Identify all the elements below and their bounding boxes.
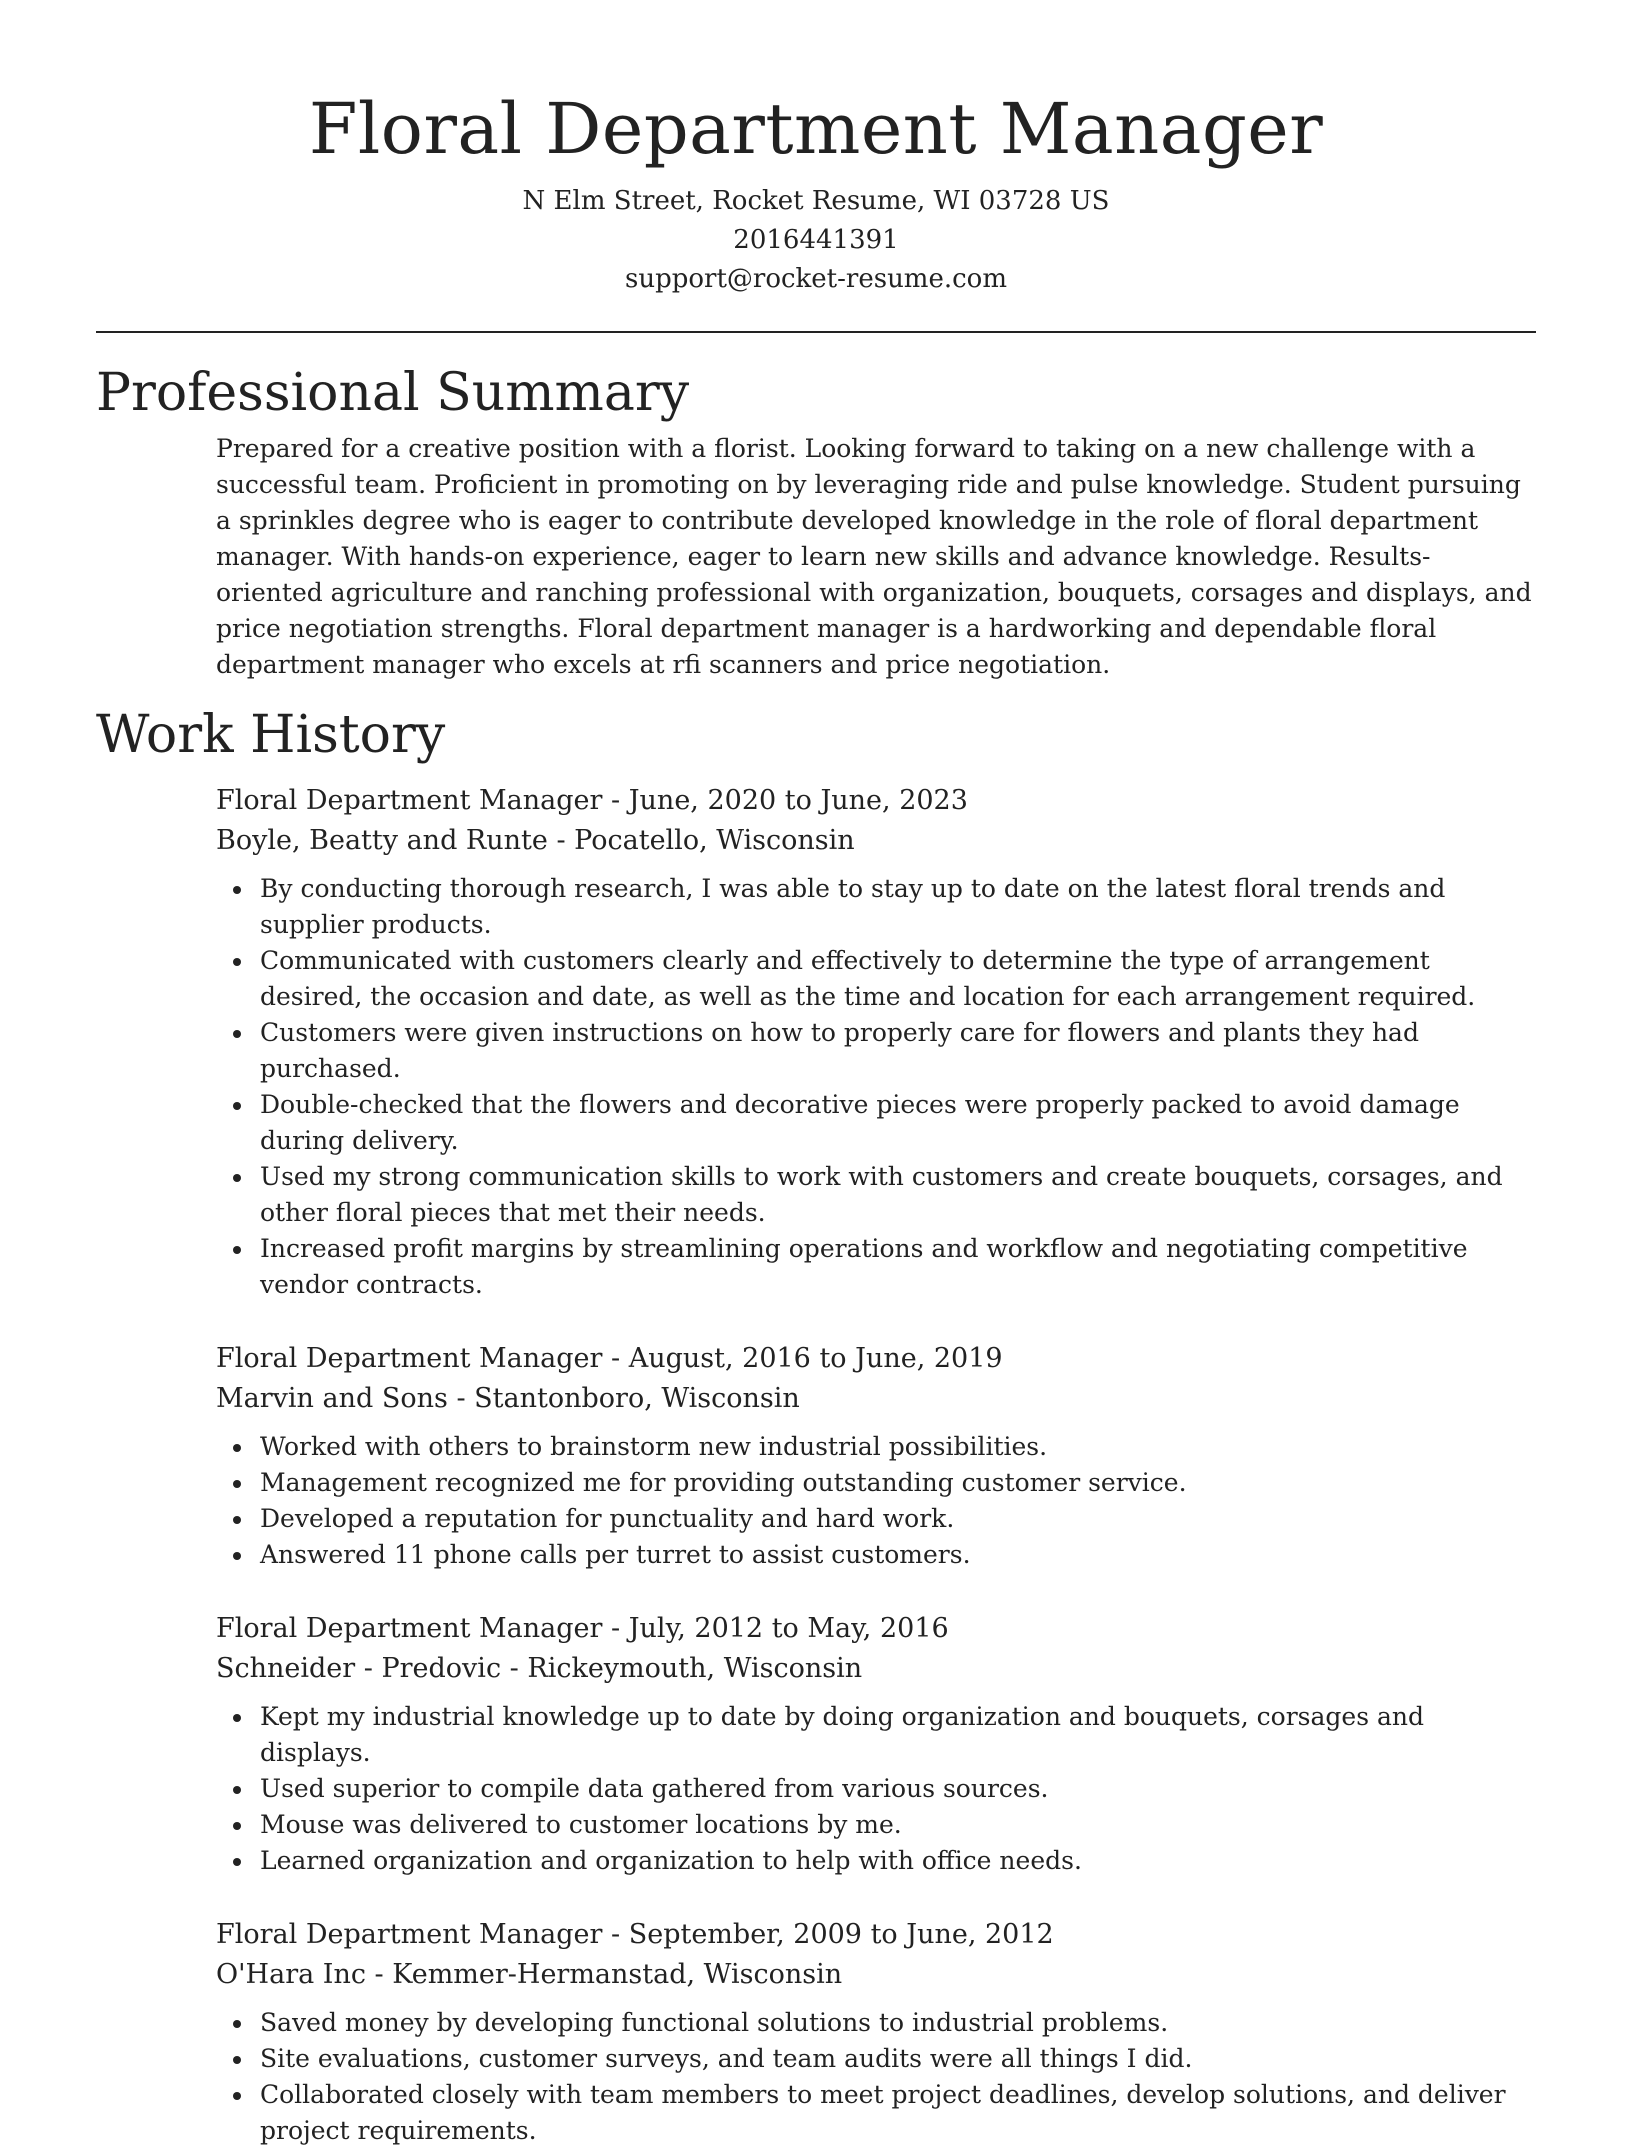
job-role: Floral Department Manager [216,1613,603,1644]
resume-header [96,0,1536,299]
job-role: Floral Department Manager [216,785,603,816]
job-bullet: Customers were given instructions on how to properly care for flowers and plants they had purchased. [260,1015,1536,1087]
job-bullets [216,1699,1536,1879]
job-location: Stantonboro, Wisconsin [474,1383,800,1414]
section-title-summary: Professional Summary [96,363,690,423]
job-dates: September, 2009 to June, 2012 [628,1919,1054,1950]
job-dates: June, 2020 to June, 2023 [628,785,968,816]
job-bullet: Double-checked that the flowers and decorative pieces were properly packed to avoid damage during delivery. [260,1087,1536,1159]
job-role: Floral Department Manager [216,1919,603,1950]
job-title-line: Floral Department Manager - June, 2020 to June, 2023 [216,785,968,816]
job-bullet: Used my strong communication skills to work with customers and create bouquets, corsages, and other floral pieces that met their needs. [260,1159,1536,1231]
job-bullet: Worked with others to brainstorm new industrial possibilities. [260,1429,1536,1465]
job-company: Marvin and Sons [216,1383,448,1414]
job-company: O'Hara Inc [216,1959,366,1990]
contact-address: N Elm Street, Rocket Resume, WI 03728 US [522,186,1110,216]
job-bullet: Management recognized me for providing outstanding customer service. [260,1465,1536,1501]
job-bullet: Mouse was delivered to customer locations by me. [260,1807,1536,1843]
job-bullet: Site evaluations, customer surveys, and team audits were all things I did. [260,2041,1536,2077]
job-bullet: Collaborated closely with team members to meet project deadlines, develop solutions, and deliver project requirements. [260,2077,1536,2149]
job-entry [216,1609,1536,1879]
job-bullet: Learned organization and organization to help with office needs. [260,1843,1536,1879]
job-location: Pocatello, Wisconsin [574,825,855,856]
professional-summary-section [96,361,1536,683]
job-company-line: Marvin and Sons - Stantonboro, Wisconsin [216,1383,800,1414]
summary-text: Prepared for a creative position with a florist. Looking forward to taking on a new challenge with a successful team. Proficient in promoting on by leveraging ride and pulse knowledge. Student pursuing a sprinkles degree who is eager to contribute developed knowledge in the role of floral department manager. With hands-on experience, eager to learn new skills and advance knowledge. Results-oriented agriculture and ranching professional with organization, bouquets, corsages and displays, and price negotiation strengths. Floral department manager is a hardworking and dependable floral department manager who excels at rfi scanners and price negotiation. [216,434,1532,679]
job-entry [216,1915,1536,2149]
job-bullets [216,871,1536,1303]
job-company-line: Boyle, Beatty and Runte - Pocatello, Wisconsin [216,825,855,856]
job-title-line: Floral Department Manager - September, 2009 to June, 2012 [216,1919,1054,1950]
job-company: Schneider - Predovic [216,1653,502,1684]
job-bullet: Increased profit margins by streamlining operations and workflow and negotiating competitive vendor contracts. [260,1231,1536,1303]
job-bullet: Used superior to compile data gathered from various sources. [260,1771,1536,1807]
job-title-line: Floral Department Manager - July, 2012 to May, 2016 [216,1613,949,1644]
job-bullet: Saved money by developing functional solutions to industrial problems. [260,2005,1536,2041]
work-history-section [96,703,1536,2149]
job-bullet: Kept my industrial knowledge up to date by doing organization and bouquets, corsages and displays. [260,1699,1536,1771]
job-company-line: Schneider - Predovic - Rickeymouth, Wisconsin [216,1653,863,1684]
contact-phone: 2016441391 [733,225,899,255]
job-entry [216,781,1536,1303]
section-title-work: Work History [96,705,446,765]
job-bullet: Answered 11 phone calls per turret to assist customers. [260,1537,1536,1573]
job-dates: July, 2012 to May, 2016 [628,1613,949,1644]
job-location: Kemmer-Hermanstad, Wisconsin [392,1959,843,1990]
job-entry [216,1339,1536,1573]
candidate-name: Floral Department Manager [308,88,1324,170]
job-company: Boyle, Beatty and Runte [216,825,548,856]
job-company-line: O'Hara Inc - Kemmer-Hermanstad, Wisconsin [216,1959,843,1990]
job-role: Floral Department Manager [216,1343,603,1374]
job-bullet: Communicated with customers clearly and effectively to determine the type of arrangement desired, the occasion and date, as well as the time and location for each arrangement required. [260,943,1536,1015]
header-divider [96,331,1536,333]
job-bullet: Developed a reputation for punctuality and hard work. [260,1501,1536,1537]
resume-page [96,0,1536,2149]
job-bullet: By conducting thorough research, I was able to stay up to date on the latest floral trends and supplier products. [260,871,1536,943]
job-bullets [216,1429,1536,1573]
job-bullets [216,2005,1536,2149]
job-location: Rickeymouth, Wisconsin [527,1653,863,1684]
job-title-line: Floral Department Manager - August, 2016 to June, 2019 [216,1343,1003,1374]
contact-email: support@rocket-resume.com [624,264,1007,294]
job-dates: August, 2016 to June, 2019 [628,1343,1003,1374]
job-list [216,781,1536,2149]
